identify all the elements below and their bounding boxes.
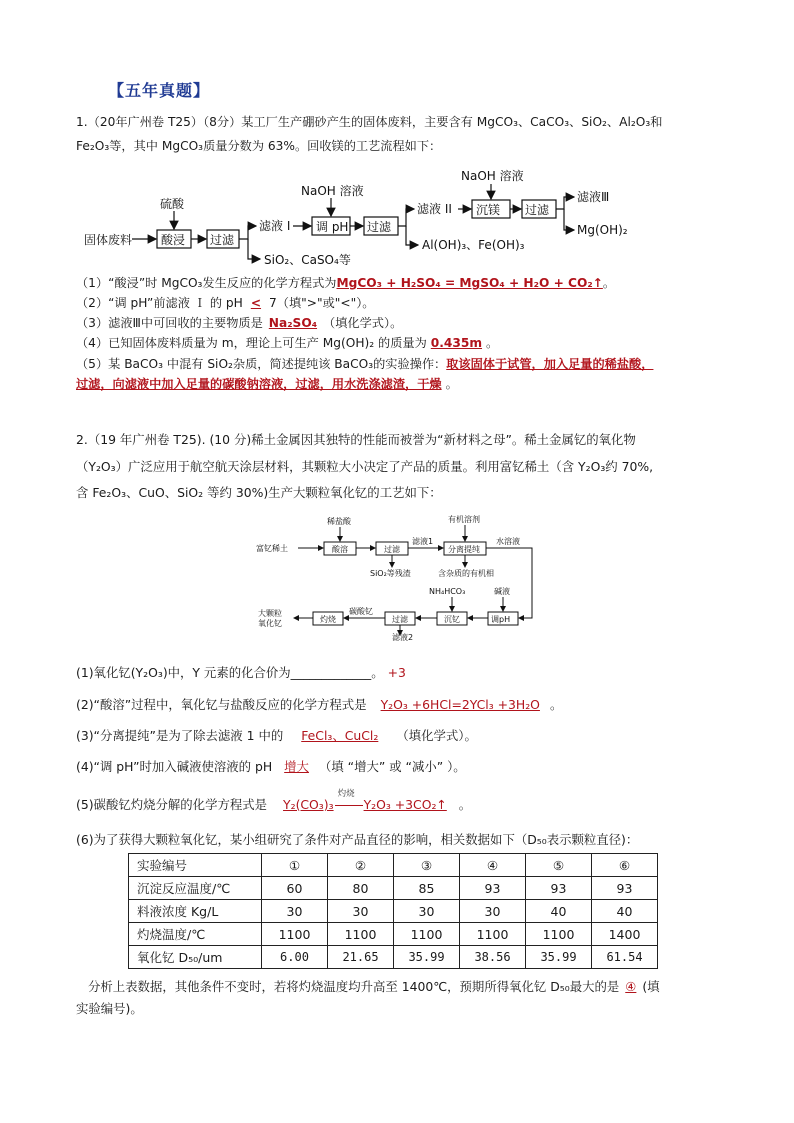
- q1-label-product: Mg(OH)₂: [577, 223, 628, 237]
- table-row: [129, 900, 658, 923]
- q1-sub5: [76, 355, 653, 373]
- table-header-cell: ⑤: [526, 854, 592, 877]
- table-header-cell: ⑥: [592, 854, 658, 877]
- table-cell: 30: [394, 900, 460, 923]
- q2-intro-line1: 2.（19 年广州卷 T25). (10 分)稀土金属因其独特的性能而被誉为“新材料之母”。稀土金属钇的氧化物: [76, 432, 636, 447]
- q2-sub1: [76, 664, 406, 682]
- q1-label-adjust-ph: 调 pH: [316, 220, 349, 234]
- q2-sub4-answer: 增大: [284, 759, 309, 774]
- q2-label-hcl: 稀盐酸: [327, 517, 351, 526]
- q2-sub1-text: (1)氧化钇(Y₂O₃)中，Y 元素的化合价为: [76, 665, 291, 680]
- q2-sub2: [76, 696, 562, 714]
- q2-sub5-reaction-arrow: [334, 789, 364, 814]
- q2-sub1-end: 。: [371, 665, 384, 680]
- q1-sub4-answer: 0.435m: [430, 336, 483, 350]
- q2-sub1-blank: _____________: [290, 665, 372, 680]
- table-cell: 1100: [328, 923, 394, 946]
- q1-sub2-text: （2）“调 pH”前滤液 Ｉ 的 pH: [76, 296, 243, 310]
- q2-label-filtrate-2: 滤液2: [392, 633, 414, 641]
- q2-sub4-end: （填 “增大” 或 “减小” ）。: [318, 759, 466, 774]
- table-cell: 1400: [592, 923, 658, 946]
- q2-data-table: [128, 853, 658, 969]
- q2-sub1-answer: +3: [387, 665, 406, 680]
- q1-sub5-answer-line2: 过滤，向滤液中加入足量的碳酸钠溶液，过滤，用水洗涤滤渣，干燥: [76, 377, 442, 391]
- q2-label-precipitate-y: 沉钇: [444, 615, 460, 624]
- q1-sub1-end: 。: [602, 276, 616, 290]
- q1-label-naoh-2: NaOH 溶液: [461, 169, 524, 183]
- table-header-cell: 实验编号: [129, 854, 262, 877]
- q1-label-filtrate-1: 滤液 I: [259, 219, 291, 233]
- q1-sub2-end: 7（填">"或"<"）。: [269, 296, 375, 310]
- q1-label-filter-3: 过滤: [525, 203, 550, 217]
- q1-sub5-text: （5）某 BaCO₃ 中混有 SiO₂杂质，简述提纯该 BaCO₃的实验操作：: [76, 357, 447, 371]
- q2-label-calcine: 灼烧: [320, 615, 336, 624]
- q2-analysis: [88, 978, 660, 996]
- q1-label-residue-1: SiO₂、CaSO₄等: [264, 253, 351, 266]
- q1-sub3-text: （3）滤液Ⅲ中可回收的主要物质是: [76, 316, 263, 330]
- q1-sub5-cont: [76, 375, 458, 393]
- q1-sub4-text: （4）已知固体废料质量为 m，理论上可生产 Mg(OH)₂ 的质量为: [76, 336, 427, 350]
- q1-sub4: [76, 334, 498, 352]
- table-row: [129, 877, 658, 900]
- q2-analysis-line2: 实验编号)。: [76, 1001, 143, 1016]
- q1-label-sulfuric-acid: 硫酸: [160, 197, 185, 211]
- q1-label-residue-2: Al(OH)₃、Fe(OH)₃: [422, 238, 525, 252]
- q1-sub4-end: 。: [486, 336, 499, 350]
- table-cell: 1100: [460, 923, 526, 946]
- q2-sub5-rhs: Y₂O₃ +3CO₂↑: [363, 797, 447, 812]
- q2-label-water-layer: 水溶液: [496, 537, 520, 546]
- table-cell: 6.00: [262, 946, 328, 969]
- q2-label-organic-phase: 含杂质的有机相: [438, 569, 494, 578]
- q1-intro-line2: Fe₂O₃等，其中 MgCO₃质量分数为 63%。回收镁的工艺流程如下：: [76, 139, 442, 153]
- q2-sub5-lhs: Y₂(CO₃)₃: [283, 797, 334, 812]
- q2-label-filter-2: 过滤: [392, 615, 408, 624]
- q1-label-filter-2: 过滤: [367, 220, 392, 234]
- table-cell: 1100: [394, 923, 460, 946]
- q2-sub5-condition: 灼烧: [337, 789, 355, 799]
- section-title: 【五年真题】: [108, 81, 211, 100]
- q2-sub2-end: 。: [549, 697, 563, 712]
- table-row: [129, 946, 658, 969]
- q1-sub1-text: （1）“酸浸”时 MgCO₃发生反应的化学方程式为: [76, 276, 337, 290]
- q2-sub2-answer: Y₂O₃ +6HCl=2YCl₃ +3H₂O: [380, 697, 540, 712]
- q1-sub3: [76, 314, 402, 332]
- q1-label-precipitate-mg: 沉镁: [476, 203, 501, 217]
- table-cell: 沉淀反应温度/℃: [129, 877, 262, 900]
- q2-intro-line2: （Y₂O₃）广泛应用于航空航天涂层材料，其颗粒大小决定了产品的质量。利用富钇稀土（含 Y₂O₃约 70%,: [76, 459, 654, 474]
- q2-label-filter-1: 过滤: [384, 545, 400, 554]
- q1-sub1: [76, 274, 615, 292]
- table-cell: 35.99: [394, 946, 460, 969]
- table-cell: 21.65: [328, 946, 394, 969]
- q2-sub3-text: (3)“分离提纯”是为了除去滤液 1 中的: [76, 728, 284, 743]
- table-cell: 61.54: [592, 946, 658, 969]
- q1-sub2-answer: <: [250, 296, 262, 310]
- table-row: [129, 854, 658, 877]
- q1-sub3-end: （填化学式）。: [323, 316, 403, 330]
- table-cell: 40: [526, 900, 592, 923]
- q2-analysis-end: (填: [642, 979, 660, 994]
- q1-label-acid-leach: 酸浸: [161, 233, 186, 247]
- table-cell: 35.99: [526, 946, 592, 969]
- q1-label-filtrate-2: 滤液 II: [417, 202, 452, 216]
- q1-sub1-answer: MgCO₃ + H₂SO₄ = MgSO₄ + H₂O + CO₂↑: [336, 276, 603, 290]
- q2-flow-diagram: [252, 513, 552, 641]
- q2-label-adjust-ph: 调pH: [491, 615, 511, 624]
- q2-sub5-end: 。: [458, 797, 472, 812]
- q1-sub3-answer: Na₂SO₄: [268, 316, 318, 330]
- table-cell: 灼烧温度/℃: [129, 923, 262, 946]
- q1-intro-line1: 1.（20年广州卷 T25）（8分）某工厂生产硼砂产生的固体废料，主要含有 MgCO₃、CaCO₃、SiO₂、Al₂O₃和: [76, 115, 663, 129]
- table-header-cell: ①: [262, 854, 328, 877]
- q2-label-organic-solvent: 有机溶剂: [448, 515, 480, 524]
- table-header-cell: ④: [460, 854, 526, 877]
- table-cell: 料液浓度 Kg/L: [129, 900, 262, 923]
- table-cell: 40: [592, 900, 658, 923]
- table-cell: 60: [262, 877, 328, 900]
- q1-label-filtrate-3: 滤液Ⅲ: [577, 190, 610, 204]
- q2-sub3: [76, 727, 477, 745]
- q1-sub2: [76, 294, 374, 312]
- q2-label-product-line1: 大颗粒: [258, 609, 282, 618]
- q2-analysis-text: 分析上表数据，其他条件不变时，若将灼烧温度均升高至 1400℃，预期所得氧化钇 D₅₀最大的是: [88, 979, 620, 994]
- table-cell: 93: [526, 877, 592, 900]
- q2-intro-line3: 含 Fe₂O₃、CuO、SiO₂ 等约 30%)生产大颗粒氧化钇的工艺如下：: [76, 485, 442, 500]
- q1-sub5-end: 。: [445, 377, 458, 391]
- q2-sub2-text: (2)“酸溶”过程中，氧化钇与盐酸反应的化学方程式是: [76, 697, 367, 712]
- q2-label-acid-dissolve: 酸溶: [332, 545, 348, 554]
- table-cell: 30: [328, 900, 394, 923]
- q2-label-filtrate-1: 滤液1: [412, 537, 434, 546]
- q2-label-y-carbonate: 碳酸钇: [349, 607, 373, 616]
- q1-sub5-answer-line1: 取该固体于试管，加入足量的稀盐酸，: [446, 357, 654, 371]
- q1-flow-diagram: [80, 168, 680, 266]
- q2-sub4: [76, 758, 466, 776]
- table-cell: 93: [460, 877, 526, 900]
- q2-sub5-text: (5)碳酸钇灼烧分解的化学方程式是: [76, 797, 268, 812]
- q2-analysis-answer: ④: [625, 979, 637, 994]
- q2-sub3-end: （填化学式）。: [396, 728, 477, 743]
- table-cell: 30: [262, 900, 328, 923]
- q2-label-alkali: 碱液: [494, 587, 510, 596]
- q1-label-filter-1: 过滤: [210, 233, 235, 247]
- q2-sub4-text: (4)“调 pH”时加入碱液使溶液的 pH: [76, 759, 273, 774]
- table-cell: 85: [394, 877, 460, 900]
- table-row: [129, 923, 658, 946]
- q2-sub6: (6)为了获得大颗粒氧化钇，某小组研究了条件对产品直径的影响，相关数据如下（D₅₀表示颗粒直径)：: [76, 832, 639, 847]
- table-cell: 38.56: [460, 946, 526, 969]
- q2-label-product-line2: 氧化钇: [258, 619, 282, 628]
- q2-label-residue: SiO₂等残渣: [370, 569, 411, 578]
- table-header-cell: ③: [394, 854, 460, 877]
- table-cell: 80: [328, 877, 394, 900]
- table-cell: 1100: [262, 923, 328, 946]
- q1-label-naoh-1: NaOH 溶液: [301, 184, 364, 198]
- q2-sub5: [76, 789, 472, 814]
- q1-label-solid-waste: 固体废料: [84, 233, 133, 247]
- q2-label-nh4hco3: NH₄HCO₃: [429, 587, 466, 596]
- table-cell: 氧化钇 D₅₀/um: [129, 946, 262, 969]
- q2-sub3-answer: FeCl₃、CuCl₂: [301, 728, 379, 743]
- table-cell: 93: [592, 877, 658, 900]
- table-cell: 30: [460, 900, 526, 923]
- table-header-cell: ②: [328, 854, 394, 877]
- q2-label-separation: 分离提纯: [448, 545, 480, 554]
- q2-label-raw: 富钇稀土: [256, 544, 288, 553]
- table-cell: 1100: [526, 923, 592, 946]
